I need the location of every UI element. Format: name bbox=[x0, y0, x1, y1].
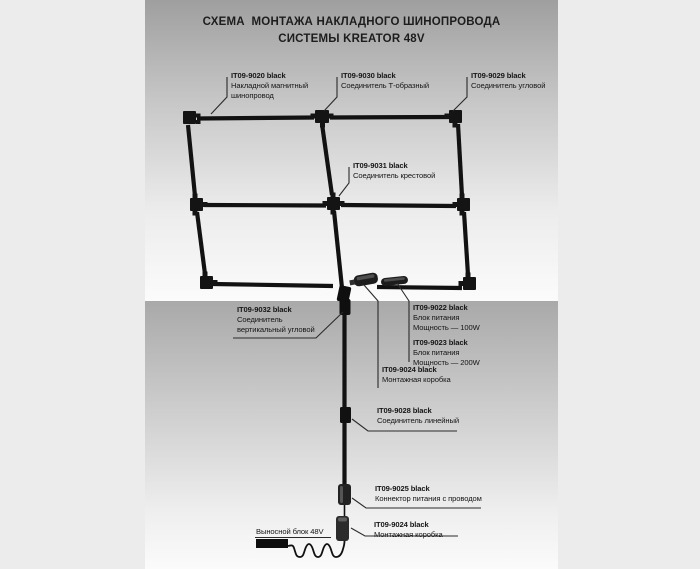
track-top-right bbox=[330, 117, 449, 118]
mounting-box-icon bbox=[336, 516, 349, 541]
power-supply-200w-icon bbox=[381, 276, 409, 287]
end-cap-connector bbox=[183, 111, 201, 124]
part-description: шинопровод bbox=[231, 91, 274, 101]
leader-9022-9023 bbox=[397, 283, 409, 362]
part-code: IT09-9020 black bbox=[231, 71, 286, 80]
label-it09-9032 bbox=[237, 305, 315, 335]
leader-9029 bbox=[453, 77, 467, 111]
label-it09-9020 bbox=[231, 71, 308, 101]
leader-9020 bbox=[211, 77, 227, 114]
leader-9030 bbox=[324, 77, 337, 111]
vertical-corner-connector-icon bbox=[336, 285, 351, 315]
linear-connector-icon bbox=[340, 407, 351, 423]
remote-power-block-icon bbox=[256, 539, 288, 548]
track-vert-mid-left bbox=[197, 212, 205, 274]
label-it09-9023 bbox=[413, 338, 480, 368]
part-code: IT09-9029 black bbox=[471, 71, 526, 80]
part-description: Коннектор питания с проводом bbox=[375, 494, 482, 504]
connectors bbox=[183, 110, 476, 290]
label-it09-9028 bbox=[377, 406, 459, 426]
label-it09-9024-top bbox=[382, 365, 451, 385]
title-line-2: СИСТЕМЫ KREATOR 48V bbox=[278, 33, 425, 46]
label-it09-9024-bottom bbox=[374, 520, 443, 540]
part-description: Соединитель крестовой bbox=[353, 171, 436, 181]
track-vert-top-left bbox=[188, 125, 195, 196]
part-description: Блок питания bbox=[413, 348, 460, 358]
label-it09-9030 bbox=[341, 71, 429, 91]
title-line-1: СХЕМА МОНТАЖА НАКЛАДНОГО ШИНОПРОВОДА bbox=[202, 16, 501, 28]
track-mid-left bbox=[204, 205, 326, 206]
corner-connector-bottom-left-icon bbox=[200, 272, 218, 290]
remote-block-text: Выносной блок 48V bbox=[256, 527, 324, 536]
part-description: вертикальный угловой bbox=[237, 325, 315, 335]
part-description: Монтажная коробка bbox=[382, 375, 451, 385]
leader-9031 bbox=[339, 167, 349, 196]
track-mid-right bbox=[341, 205, 456, 206]
part-code: IT09-9032 black bbox=[237, 305, 292, 314]
power-cable-wave bbox=[288, 541, 345, 557]
label-it09-9022 bbox=[413, 303, 480, 333]
part-code: IT09-9024 black bbox=[374, 520, 429, 529]
track-vert-mid-right bbox=[464, 212, 468, 275]
part-description: Мощность — 100W bbox=[413, 323, 480, 333]
track-bottom-right bbox=[377, 287, 462, 288]
part-description: Соединитель bbox=[237, 315, 283, 325]
part-code: IT09-9022 black bbox=[413, 303, 468, 312]
track-vert-mid-center bbox=[334, 211, 342, 288]
label-it09-9025 bbox=[375, 484, 482, 504]
track-top-left bbox=[197, 118, 314, 119]
part-description: Монтажная коробка bbox=[374, 530, 443, 540]
part-code: IT09-9023 black bbox=[413, 338, 468, 347]
t-connector-mid-right-icon bbox=[453, 194, 471, 216]
power-connector-icon bbox=[338, 484, 351, 505]
part-code: IT09-9028 black bbox=[377, 406, 432, 415]
part-code: IT09-9024 black bbox=[382, 365, 437, 374]
cross-connector-icon bbox=[323, 193, 345, 215]
part-description: Соединитель угловой bbox=[471, 81, 546, 91]
part-description: Накладной магнитный bbox=[231, 81, 309, 91]
track-bottom-left bbox=[213, 284, 333, 286]
track-vert-top-right bbox=[458, 124, 462, 196]
part-code: IT09-9025 black bbox=[375, 484, 430, 493]
part-description: Мощность — 200W bbox=[413, 358, 480, 368]
track-vert-top-mid bbox=[322, 124, 332, 195]
part-code: IT09-9031 black bbox=[353, 161, 408, 170]
part-code: IT09-9030 black bbox=[341, 71, 396, 80]
part-description: Соединитель линейный bbox=[377, 416, 459, 426]
leader-9024-top bbox=[364, 285, 378, 388]
label-remote-block bbox=[256, 527, 324, 537]
label-it09-9031 bbox=[353, 161, 435, 181]
part-description: Соединитель Т-образный bbox=[341, 81, 430, 91]
part-description: Блок питания bbox=[413, 313, 460, 323]
label-it09-9029 bbox=[471, 71, 545, 91]
